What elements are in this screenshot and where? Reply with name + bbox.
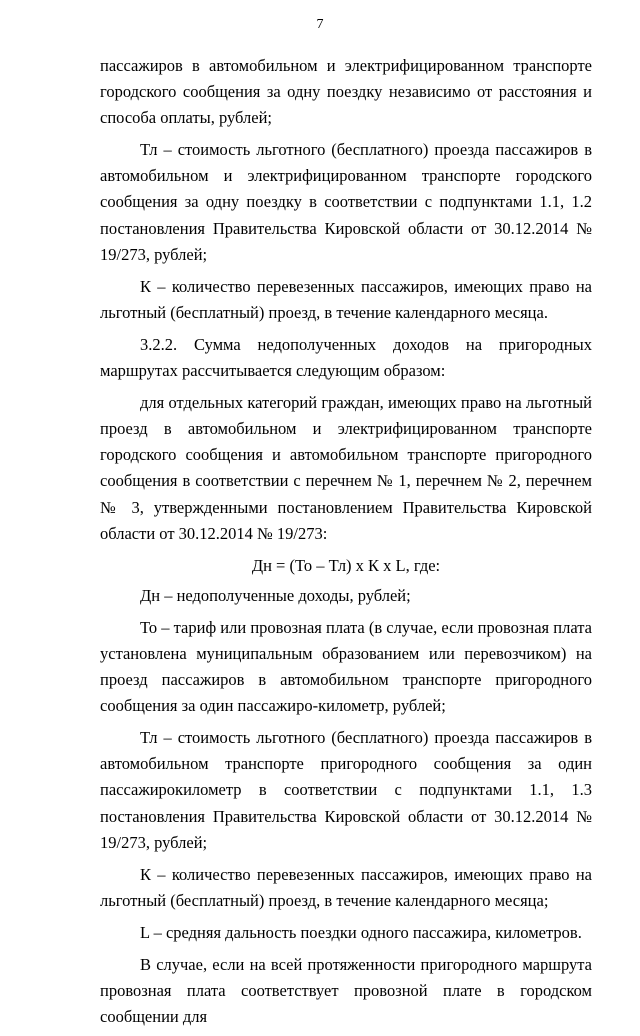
paragraph-to-definition: То – тариф или провозная плата (в случае, если провозная плата установлена муниципальным образованием или перевозчиком) на проезд пассажиров в автомобильном транспорте пригородного сообщения за один пассажиро-километр, рублей; <box>100 617 592 716</box>
paragraph-section-3-2-2: 3.2.2. Сумма недополученных доходов на пригородных маршрутах рассчитывается следующим образом: <box>100 334 592 381</box>
formula: Дн = (То – Тл) x К x L, где: <box>251 555 441 575</box>
body-text <box>100 53 592 1036</box>
page-number: 7 <box>316 17 324 32</box>
paragraph-tl-suburban-definition: Тл – стоимость льготного (бесплатного) проезда пассажиров в автомобильном транспорте пригородного сообщения за один пассажирокилометр в соответствии с подпунктами 1.1, 1.3 постановления Правительства Кировской области от 30.12.2014 № 19/273, рублей; <box>100 728 592 852</box>
paragraph-continuation: пассажиров в автомобильном и электрифицированном транспорте городского сообщения за одну поездку независимо от расстояния и способа оплаты, рублей; <box>100 56 592 128</box>
paragraph-k-definition: К – количество перевезенных пассажиров, имеющих право на льготный (бесплатный) проезд, в течение календарного месяца. <box>100 276 592 322</box>
paragraph-k-suburban-definition: К – количество перевезенных пассажиров, имеющих право на льготный (бесплатный) проезд, в течение календарного месяца; <box>100 864 592 910</box>
paragraph-tl-definition: Тл – стоимость льготного (бесплатного) проезда пассажиров в автомобильном и электрифицированном транспорте городского сообщения за одну поездку в соответствии с подпунктами 1.1, 1.2 постановления Правительства Кировской области от 30.12.2014 № 19/273, рублей; <box>100 140 592 264</box>
paragraph-case: В случае, если на всей протяженности пригородного маршрута провозная плата соответствует провозной плате в городском сообщении для <box>100 955 592 1027</box>
paragraph-l-definition: L – средняя дальность поездки одного пассажира, километров. <box>140 922 582 942</box>
paragraph-categories: для отдельных категорий граждан, имеющих право на льготный проезд в автомобильном и электрифицированном транспорте городского сообщения и автомобильном транспорте пригородного сообщения в соответствии с перечнем № 1, перечнем № 2, перечнем № 3, утвержденными постановлением Правительства Кировской области от 30.12.2014 № 19/273: <box>100 393 592 543</box>
paragraph-dn-definition: Дн – недополученные доходы, рублей; <box>140 585 411 605</box>
